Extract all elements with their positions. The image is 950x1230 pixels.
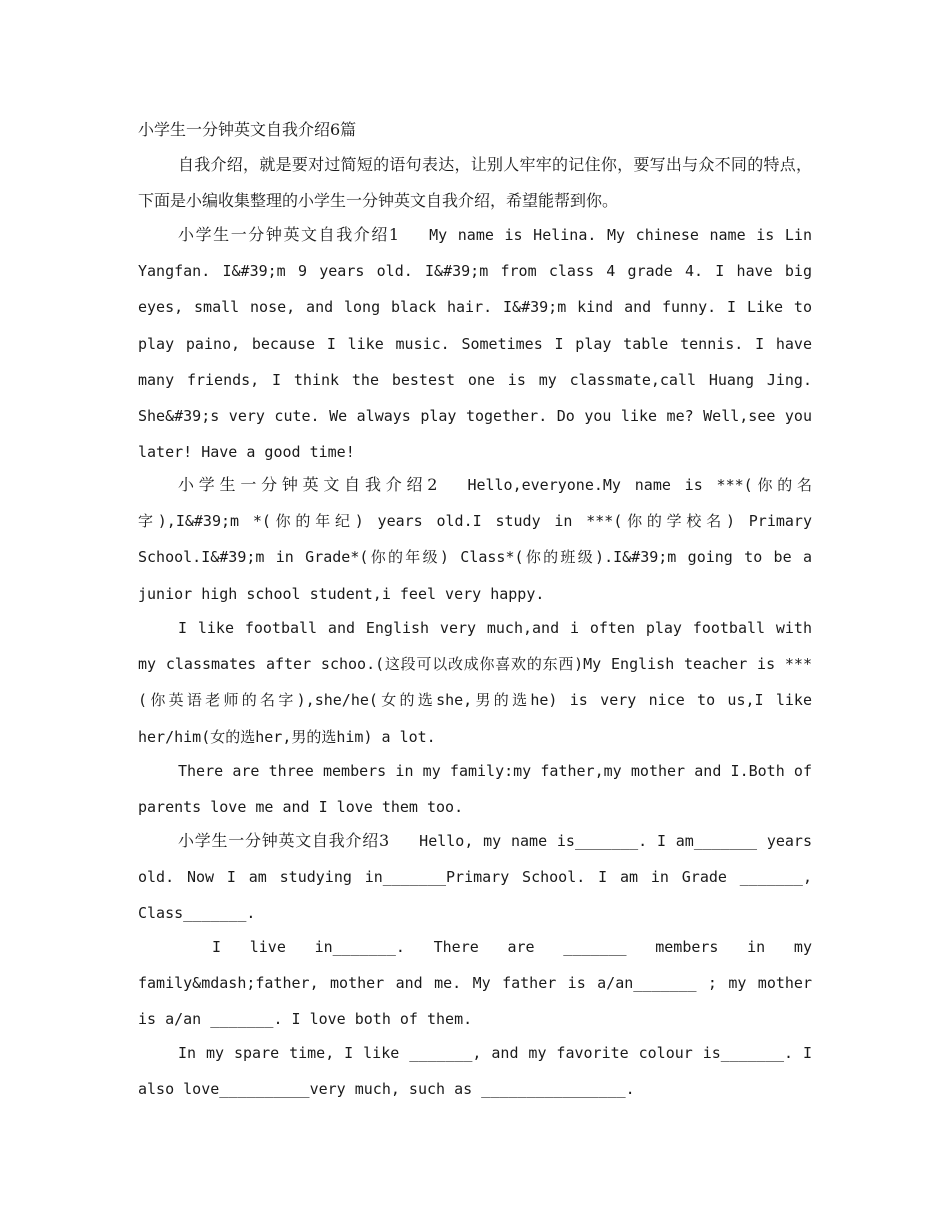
section-3-paragraph-2: I live in_______. There are _______ members in my family&mdash;father, mother and me. My father is a/an_______ ; my mother is a/an _______. I love both of them. (138, 938, 812, 1029)
section-2-text: Hello,everyone.My name is ***(你的名字),I&#39;m *(你的年纪) years old.I study in ***(你的学校名) Primary School.I&#39;m in Grade*(你的年级) Class*(你的班级).I&#39;m going to be a junior high school student,i feel very happy. (138, 476, 812, 603)
section-2-paragraph-2: I like football and English very much,and i often play football with my classmates after schoo.(这段可以改成你喜欢的东西)My English teacher is ***(你英语老师的名字),she/he(女的选she,男的选he) is very nice to us,I like her/him(女的选her,男的选him) a lot. (138, 619, 812, 746)
section-2-paragraph (138, 467, 812, 612)
document-title: 小学生一分钟英文自我介绍6篇 (138, 120, 357, 139)
section-3-text: Hello, my name is_______. I am_______ years old. Now I am studying in_______Primary School. I am in Grade _______, Class_______. (138, 832, 812, 923)
section-3-paragraph-3: In my spare time, I like _______, and my favorite colour is_______. I also love__________very much, such as ________________. (138, 1044, 812, 1099)
intro-paragraph: 自我介绍，就是要对过简短的语句表达，让别人牢牢的记住你，要写出与众不同的特点，下面是小编收集整理的小学生一分钟英文自我介绍，希望能帮到你。 (138, 155, 812, 210)
section-1-paragraph (138, 217, 812, 470)
section-3-paragraph (138, 823, 812, 932)
section-2-paragraph-3: There are three members in my family:my father,my mother and I.Both of parents love me and I love them too. (138, 762, 812, 817)
section-2-heading: 小学生一分钟英文自我介绍2 (178, 475, 438, 494)
section-3-heading: 小学生一分钟英文自我介绍3 (178, 831, 390, 850)
section-1-text: My name is Helina. My chinese name is Lin Yangfan. I&#39;m 9 years old. I&#39;m from class 4 grade 4. I have big eyes, small nose, and long black hair. I&#39;m kind and funny. I Like to play paino, because I like music. Sometimes I play table tennis. I have many friends, I think the bestest one is my classmate,call Huang Jing. She&#39;s very cute. We always play together. Do you like me? Well,see you later! Have a good time! (138, 226, 812, 462)
section-1-heading: 小学生一分钟英文自我介绍1 (178, 225, 400, 244)
